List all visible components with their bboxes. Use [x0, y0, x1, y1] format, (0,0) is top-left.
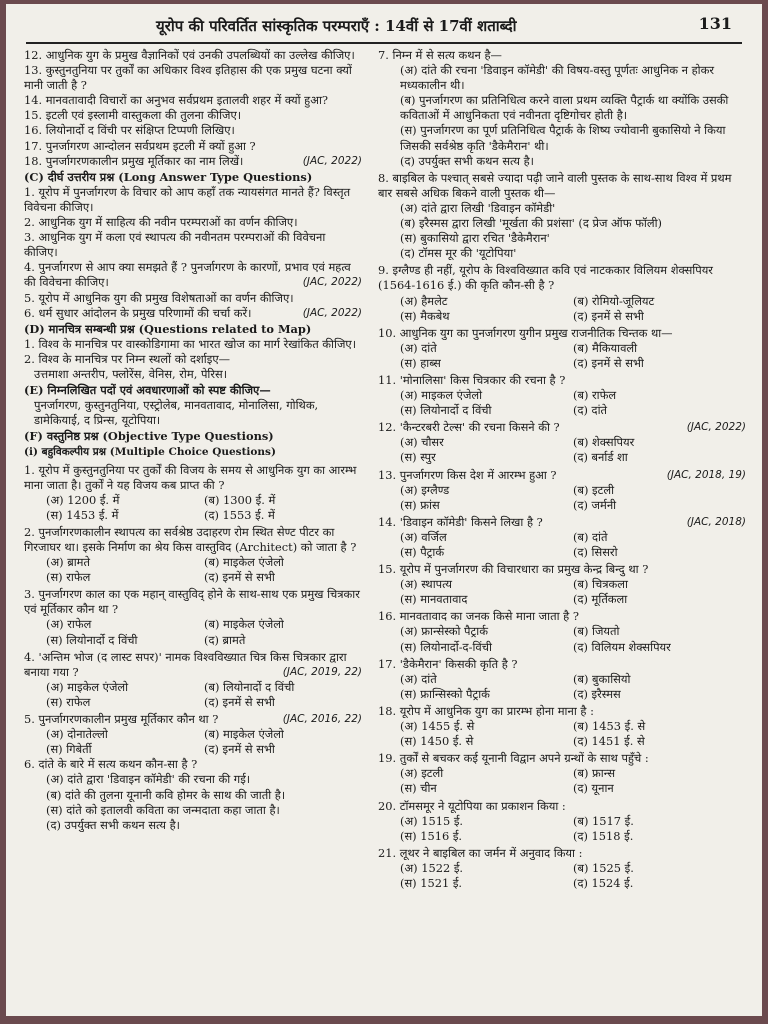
answer-options: [378, 814, 746, 844]
question-text: 11. 'मोनालिसा' किस चित्रकार की रचना है ?: [378, 372, 566, 387]
question-line: 13. कुस्तुनतुनिया पर तुर्कों का अधिकार विश्व इतिहास की एक प्रमुख घटना क्यों मानी जाती है ?: [24, 63, 352, 93]
mcq-question: [378, 799, 746, 844]
answer-option: (ब) इटली: [573, 482, 615, 497]
mcq-question: [378, 751, 746, 796]
answer-options: [378, 341, 746, 371]
answer-option: (द) 1553 ई. में: [204, 507, 275, 522]
answer-options: [24, 555, 362, 585]
answer-option: (अ) 1455 ई. से: [400, 719, 475, 734]
answer-option: (अ) फ्रान्सेस्को पैट्रार्क: [400, 624, 488, 639]
answer-option: (अ) दांते द्वारा 'डिवाइन कॉमेडी' की रचना की गई।: [46, 772, 251, 787]
question-line: 18. पुनर्जागरणकालीन प्रमुख मूर्तिकार का नाम लिखें। (JAC, 2022): [24, 153, 362, 168]
short-questions-list: [24, 48, 362, 169]
answer-option: (स) मैकबेथ: [400, 308, 450, 323]
question-text: 6. दांते के बारे में सत्य कथन कौन-सा है ?: [24, 757, 198, 772]
mcq-question: [378, 515, 746, 560]
answer-option: (स) लियोनार्दो द विंची: [400, 403, 492, 418]
answer-option: (ब) लियोनार्दो द विंची: [204, 679, 295, 694]
jac-reference: (JAC, 2018): [686, 515, 746, 528]
question-text: 15. यूरोप में पुनर्जागरण की विचारधारा का प्रमुख केन्द्र बिन्दु था ?: [378, 562, 649, 577]
question-line: 12. आधुनिक युग के प्रमुख वैज्ञानिकों एवं उनकी उपलब्धियों का उल्लेख कीजिए।: [24, 48, 355, 62]
section-heading-terms: (E) निम्नलिखित पदों एवं अवधारणाओं को स्पष्ट कीजिए—: [24, 383, 271, 398]
section-heading-mcq: (i) बहुविकल्पीय प्रश्न (Multiple Choice Questions): [24, 446, 276, 459]
answer-option: (द) यूनान: [573, 781, 614, 796]
question-line: 2. विश्व के मानचित्र पर निम्न स्थलों को दर्शाइए—: [24, 351, 231, 366]
answer-option: (ब) राफेल: [573, 388, 617, 403]
answer-options: [378, 483, 746, 513]
answer-option: (द) टॉमस मूर की 'यूटोपिया': [400, 246, 517, 261]
answer-option: (ब) शेक्सपियर: [573, 435, 635, 450]
question-text: 10. आधुनिक युग का पुनर्जागरण युगीन प्रमुख राजनीतिक चिन्तक था—: [378, 325, 673, 340]
answer-option: (अ) इग्लैण्ड: [400, 482, 450, 497]
answer-option: (अ) दांते: [400, 340, 437, 355]
question-text: 3. पुनर्जागरण काल का एक महान् वास्तुविद् होने के साथ-साथ एक प्रमुख चित्रकार एवं मूर्तिकार कौन था ?: [24, 587, 360, 617]
section-heading-map: (D) मानचित्र सम्बन्धी प्रश्न (Questions related to Map): [24, 321, 312, 336]
question-line: 14. मानवतावादी विचारों का अनुभव सर्वप्रथम इतालवी शहर में क्यों हुआ?: [24, 93, 328, 108]
answer-option: (द) जर्मनी: [573, 497, 617, 512]
answer-option: (अ) स्थापत्य: [400, 577, 453, 592]
answer-options: [378, 719, 746, 749]
mcq-question: [24, 712, 362, 757]
answer-option: (ब) 1525 ई.: [573, 860, 634, 875]
question-text: 12. 'कैन्टरबरी टेल्स' की रचना किसने की ? (JAC, 2022): [378, 420, 746, 435]
mcq-question: [378, 48, 746, 169]
answer-options: [24, 493, 362, 523]
mcq-question: [378, 846, 746, 891]
answer-option: (ब) माइकेल एंजेलो: [204, 727, 284, 742]
answer-option: (द) इनमें से सभी: [204, 570, 275, 585]
question-text: 16. मानवतावाद का जनक किसे माना जाता है ?: [378, 609, 579, 624]
question-text: 14. 'डिवाइन कॉमेडी' किसने लिखा है ? (JAC, 2018): [378, 514, 746, 529]
answer-option: (स) 1450 ई. से: [400, 734, 474, 749]
answer-options: [378, 530, 746, 560]
mcq-question: [24, 757, 362, 832]
answer-option: (द) 1524 ई.: [573, 875, 634, 890]
answer-option: (द) मूर्तिकला: [573, 592, 628, 607]
question-line: 2. आधुनिक युग में साहित्य की नवीन परम्पराओं का वर्णन कीजिए।: [24, 215, 298, 230]
answer-options: [378, 435, 746, 465]
mcq-question: [378, 562, 746, 607]
answer-option: (अ) वर्जिल: [400, 529, 447, 544]
answer-options: [378, 766, 746, 796]
answer-option: (द) इनमें से सभी: [204, 742, 275, 757]
textbook-page: [6, 4, 762, 1016]
answer-option: (अ) ब्रामते: [46, 555, 90, 570]
answer-option: (स) बुकासियो द्वारा रचित 'डैकेमैरान': [400, 231, 550, 246]
question-text: 21. लूथर ने बाइबिल का जर्मन में अनुवाद किया :: [378, 845, 583, 860]
answer-option: (अ) माइकल एंजेलो: [400, 388, 483, 403]
answer-option: (द) बर्नार्ड शा: [573, 450, 628, 465]
mcq-question: [24, 587, 362, 647]
answer-option: (ब) इरैस्मस द्वारा लिखी 'मूर्खता की प्रशंसा' (द प्रेज ऑफ फॉली): [400, 216, 662, 231]
question-text: 2. पुनर्जागरणकालीन स्थापत्य का सर्वश्रेष्ठ उदाहरण रोम स्थित सेण्ट पीटर का गिरजाघर था। इसके निर्माण का श्रेय किस वास्तुविद (Architect) को जाता है ?: [24, 524, 357, 554]
answer-options: [24, 680, 362, 710]
question-line: 5. यूरोप में आधुनिक युग की प्रमुख विशेषताओं का वर्णन कीजिए।: [24, 290, 294, 305]
answer-option: (स) फ्रान्सिस्को पैट्रार्क: [400, 686, 490, 701]
answer-option: (ब) दांते: [573, 529, 608, 544]
question-text: 19. तुर्कों से बचकर कई यूनानी विद्वान अपने ग्रन्थों के साथ पहुँचे :: [378, 751, 649, 766]
question-text: 17. 'डैकेमैरान' किसकी कृति है ?: [378, 656, 518, 671]
question-line: उत्तमाशा अन्तरीप, फ्लोरेंस, वेनिस, रोम, पेरिस।: [34, 366, 228, 381]
answer-option: (अ) 1515 ई.: [400, 813, 464, 828]
question-text: 4. 'अन्तिम भोज (द लास्ट सपर)' नामक विश्वविख्यात चित्र किस चित्रकार द्वारा बनाया गया ? (JAC, 2019, 22): [24, 649, 362, 679]
answer-option: (ब) दांते की तुलना यूनानी कवि होमर के साथ की जाती है।: [46, 787, 286, 802]
question-line: 4. पुनर्जागरण से आप क्या समझते हैं ? पुनर्जागरण के कारणों, प्रभाव एवं महत्व की विवेचना कीजिए। (JAC, 2022): [24, 260, 362, 290]
answer-option: (द) उपर्युक्त सभी कथन सत्य है।: [400, 153, 534, 168]
answer-option: (द) सिसरो: [573, 545, 618, 559]
answer-options: [378, 861, 746, 891]
answer-option: (ब) पुनर्जागरण का प्रतिनिधित्व करने वाला प्रथम व्यक्ति पैट्रार्क था क्योंकि उसकी कविताओं में आधुनिकता एवं नवीनता दृष्टिगोचर होती है।: [400, 93, 729, 123]
chapter-title: यूरोप की परिवर्तित सांस्कृतिक परम्पराएँ : 14वीं से 17वीं शताब्दी: [156, 17, 517, 35]
mcq-question: [24, 463, 362, 523]
answer-option: (द) इनमें से सभी: [573, 355, 644, 370]
question-line: 6. धर्म सुधार आंदोलन के प्रमुख परिणामों की चर्चा करें। (JAC, 2022): [24, 305, 362, 320]
section-heading-long-answer: (C) दीर्घ उत्तरीय प्रश्न (Long Answer Type Questions): [24, 169, 313, 184]
answer-option: (स) स्पुर: [400, 450, 436, 465]
mcq-question: [378, 263, 746, 323]
answer-options: [378, 672, 746, 702]
answer-option: (स) 1521 ई.: [400, 875, 463, 890]
answer-option: (अ) 1200 ई. में: [46, 492, 120, 507]
answer-option: (अ) दोनातेल्लो: [46, 727, 108, 742]
header-rule: [26, 42, 742, 44]
answer-options: [24, 727, 362, 757]
answer-option: (ब) चित्रकला: [573, 577, 628, 592]
answer-option: (अ) 1522 ई.: [400, 860, 464, 875]
answer-option: (द) ब्रामते: [204, 632, 246, 647]
answer-option: (स) गिबेर्ती: [46, 742, 92, 757]
answer-option: (द) इनमें से सभी: [573, 308, 644, 323]
jac-reference: (JAC, 2019, 22): [282, 665, 362, 678]
answer-option: (द) 1451 ई. से: [573, 734, 645, 749]
page-header: [6, 14, 762, 40]
answer-option: (ब) 1453 ई. से: [573, 719, 646, 734]
mcq-question: [378, 373, 746, 418]
answer-option: (स) राफेल: [46, 694, 91, 709]
answer-options: [378, 624, 746, 654]
right-column: [378, 48, 746, 1010]
answer-option: (अ) दांते: [400, 671, 437, 686]
answer-option: (ब) जियतो: [573, 624, 620, 639]
answer-option: (स) 1516 ई.: [400, 828, 463, 843]
answer-option: (अ) माइकेल एंजेलो: [46, 679, 129, 694]
mcq-question: [378, 420, 746, 465]
answer-option: (स) मानवतावाद: [400, 592, 468, 607]
answer-option: (अ) दांते द्वारा लिखी 'डिवाइन कॉमेडी': [400, 200, 556, 215]
answer-option: (स) दांते को इतालवी कविता का जन्मदाता कहा जाता है।: [46, 802, 280, 817]
answer-options: [378, 294, 746, 324]
terms-list: पुनर्जागरण, कुस्तुनतुनिया, एस्ट्रोलेब, मानवतावाद, मोनालिसा, गोथिक, डामेकियाई, द प्रिन्स, यूटोपिया।: [34, 398, 319, 428]
question-text: 20. टॉमसमूर ने यूटोपिया का प्रकाशन किया :: [378, 798, 566, 813]
answer-option: (स) चीन: [400, 781, 437, 796]
answer-option: (ब) बुकासियो: [573, 671, 631, 686]
question-line: 3. आधुनिक युग में कला एवं स्थापत्य की नवीनतम परम्पराओं की विवेचना कीजिए।: [24, 230, 326, 260]
left-mcq-list: [24, 463, 362, 758]
jac-reference: (JAC, 2022): [302, 306, 362, 319]
jac-reference: (JAC, 2016, 22): [282, 713, 362, 726]
answer-option: (अ) राफेल: [46, 617, 92, 632]
jac-reference: (JAC, 2022): [686, 421, 746, 434]
jac-reference: (JAC, 2022): [302, 276, 362, 289]
answer-option: (द) इनमें से सभी: [204, 694, 275, 709]
left-column: [24, 48, 362, 1010]
question-line: 16. लियोनार्दो द विंची पर संक्षिप्त टिप्पणी लिखिए।: [24, 123, 235, 138]
answer-option: (स) पैट्रार्क: [400, 545, 445, 559]
question-line: 17. पुनर्जागरण आन्दोलन सर्वप्रथम इटली में क्यों हुआ ?: [24, 138, 256, 153]
answer-option: (द) 1518 ई.: [573, 828, 634, 843]
mcq-question: [378, 609, 746, 654]
question-line: 15. इटली एवं इस्लामी वास्तुकला की तुलना कीजिए।: [24, 108, 242, 123]
answer-option: (ब) माइकेल एंजेलो: [204, 555, 284, 570]
answer-options: [378, 201, 746, 261]
answer-options: [378, 577, 746, 607]
answer-options: [24, 617, 362, 647]
answer-option: (स) लियोनार्दो-द-विंची: [400, 639, 492, 654]
question-line: 1. विश्व के मानचित्र पर वास्कोडिगामा का भारत खोज का मार्ग रेखांकित कीजिए।: [24, 336, 357, 351]
mcq-question: [378, 468, 746, 513]
question-text: 9. इग्लैण्ड ही नहीं, यूरोप के विश्वविख्यात कवि एवं नाटककार विलियम शेक्सपियर (1564-1616 ई.) की कृति कौन-सी है ?: [378, 263, 713, 293]
page-number: 131: [698, 14, 732, 33]
answer-option: (ब) रोमियो-जूलियट: [573, 293, 655, 308]
question-line: 1. यूरोप में पुनर्जागरण के विचार को आप कहाँ तक न्यायसंगत मानते हैं? विस्तृत विवेचना कीजिए।: [24, 184, 351, 214]
question-text: 7. निम्न में से सत्य कथन है—: [378, 48, 502, 62]
answer-option: (स) 1453 ई. में: [46, 507, 119, 522]
answer-option: (द) इरैस्मस: [573, 686, 621, 701]
jac-reference: (JAC, 2022): [302, 154, 362, 167]
answer-option: (स) पुनर्जागरण का पूर्ण प्रतिनिधित्व पैट्रार्क के शिष्य ज्योवानी बुकासियो ने किया जिसकी सर्वश्रेष्ठ कृति 'डैकेमैरान' थी।: [400, 123, 726, 153]
answer-option: (अ) दांते की रचना 'डिवाइन कॉमेडी' की विषय-वस्तु पूर्णतः आधुनिक न होकर मध्यकालीन थी।: [400, 63, 715, 93]
question-text: 1. यूरोप में कुस्तुनतुनिया पर तुर्कों की विजय के समय से आधुनिक युग का आरम्भ माना जाता है। तुर्कों ने यह विजय कब प्राप्त की ?: [24, 462, 357, 492]
question-text: 8. बाइबिल के पश्चात् सबसे ज्यादा पढ़ी जाने वाली पुस्तक के साथ-साथ विश्व में प्रथम बार सबसे अधिक बिकने वाली पुस्तक थी—: [378, 170, 732, 200]
answer-option: (ब) माइकेल एंजेलो: [204, 617, 284, 632]
mcq-question: [378, 171, 746, 262]
mcq-question: [378, 704, 746, 749]
answer-option: (स) लियोनार्दो द विंची: [46, 632, 138, 647]
answer-option: (ब) फ्रान्स: [573, 766, 616, 781]
section-heading-objective: (F) वस्तुनिष्ठ प्रश्न (Objective Type Questions): [24, 429, 274, 444]
answer-option: (द) दांते: [573, 403, 608, 418]
answer-option: (स) फ्रांस: [400, 497, 440, 512]
answer-option: (स) राफेल: [46, 570, 91, 585]
answer-option: (ब) 1300 ई. में: [204, 492, 276, 507]
mcq-question: [24, 525, 362, 585]
answer-option: (द) उपर्युक्त सभी कथन सत्य है।: [46, 817, 180, 832]
answer-option: (अ) चौसर: [400, 435, 444, 450]
right-mcq-list: [378, 171, 746, 891]
mcq-question: [24, 650, 362, 710]
question-text: 18. यूरोप में आधुनिक युग का प्रारम्भ होना माना है :: [378, 703, 594, 718]
jac-reference: (JAC, 2018, 19): [666, 468, 746, 481]
question-text: 13. पुनर्जागरण किस देश में आरम्भ हुआ ? (JAC, 2018, 19): [378, 467, 746, 482]
mcq-question: [378, 326, 746, 371]
question-text: 5. पुनर्जागरणकालीन प्रमुख मूर्तिकार कौन था ? (JAC, 2016, 22): [24, 712, 362, 727]
answer-option: (द) विलियम शेक्सपियर: [573, 639, 671, 654]
answer-option: (अ) हैमलेट: [400, 293, 448, 308]
answer-option: (अ) इटली: [400, 766, 444, 781]
answer-option: (ब) 1517 ई.: [573, 813, 634, 828]
answer-option: (ब) मैकियावली: [573, 340, 638, 355]
answer-option: (स) हाब्स: [400, 355, 441, 370]
mcq-question: [378, 657, 746, 702]
answer-options: [378, 388, 746, 418]
